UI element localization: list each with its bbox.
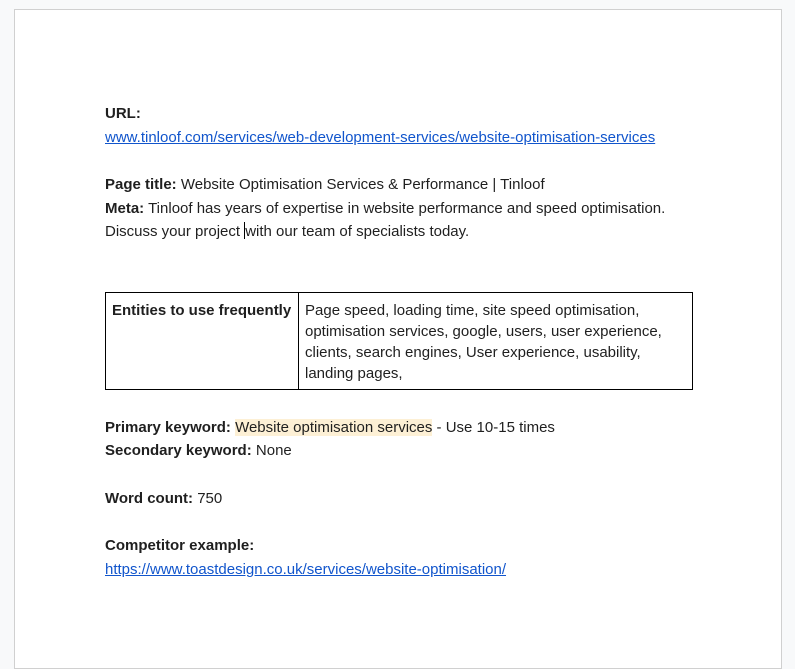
word-count-line [105,487,705,511]
document-content [105,102,705,581]
secondary-keyword-label: Secondary keyword: [105,442,252,459]
word-count-label: Word count: [105,489,194,507]
meta-value-start: Tinloof has years of expertise in website performance and speed optimisation. Discuss your project [105,199,666,240]
secondary-keyword-line [105,439,705,463]
meta-label: Meta: [105,199,145,217]
entities-table [105,292,693,390]
meta-value-end: with our team of specialists today. [245,223,470,240]
page-title-value: Website Optimisation Services & Performance | Tinloof [180,176,545,193]
primary-keyword-line [105,416,705,440]
primary-keyword-note: - Use 10-15 times [432,418,555,436]
secondary-keyword-value: None [255,442,292,459]
competitor-link[interactable]: https://www.toastdesign.co.uk/services/website-optimisation/ [105,560,507,578]
entities-header-cell: Entities to use frequently [106,292,299,389]
document-page [14,9,782,669]
meta-line [105,197,705,244]
competitor-label: Competitor example: [105,537,255,554]
word-count-value: 750 [197,489,223,507]
target-url-link[interactable]: www.tinloof.com/services/web-development-services/website-optimisation-services [105,128,656,146]
page-title-line [105,173,705,197]
primary-keyword-highlight: Website optimisation services [235,418,433,436]
table-row [106,292,693,389]
entities-value-cell: Page speed, loading time, site speed optimisation, optimisation services, google, users, user experience, clients, search engines, User experience, usability, landing pages, [299,292,693,389]
url-label: URL: [105,105,141,122]
page-title-label: Page title: [105,176,177,193]
primary-keyword-label: Primary keyword: [105,418,231,436]
